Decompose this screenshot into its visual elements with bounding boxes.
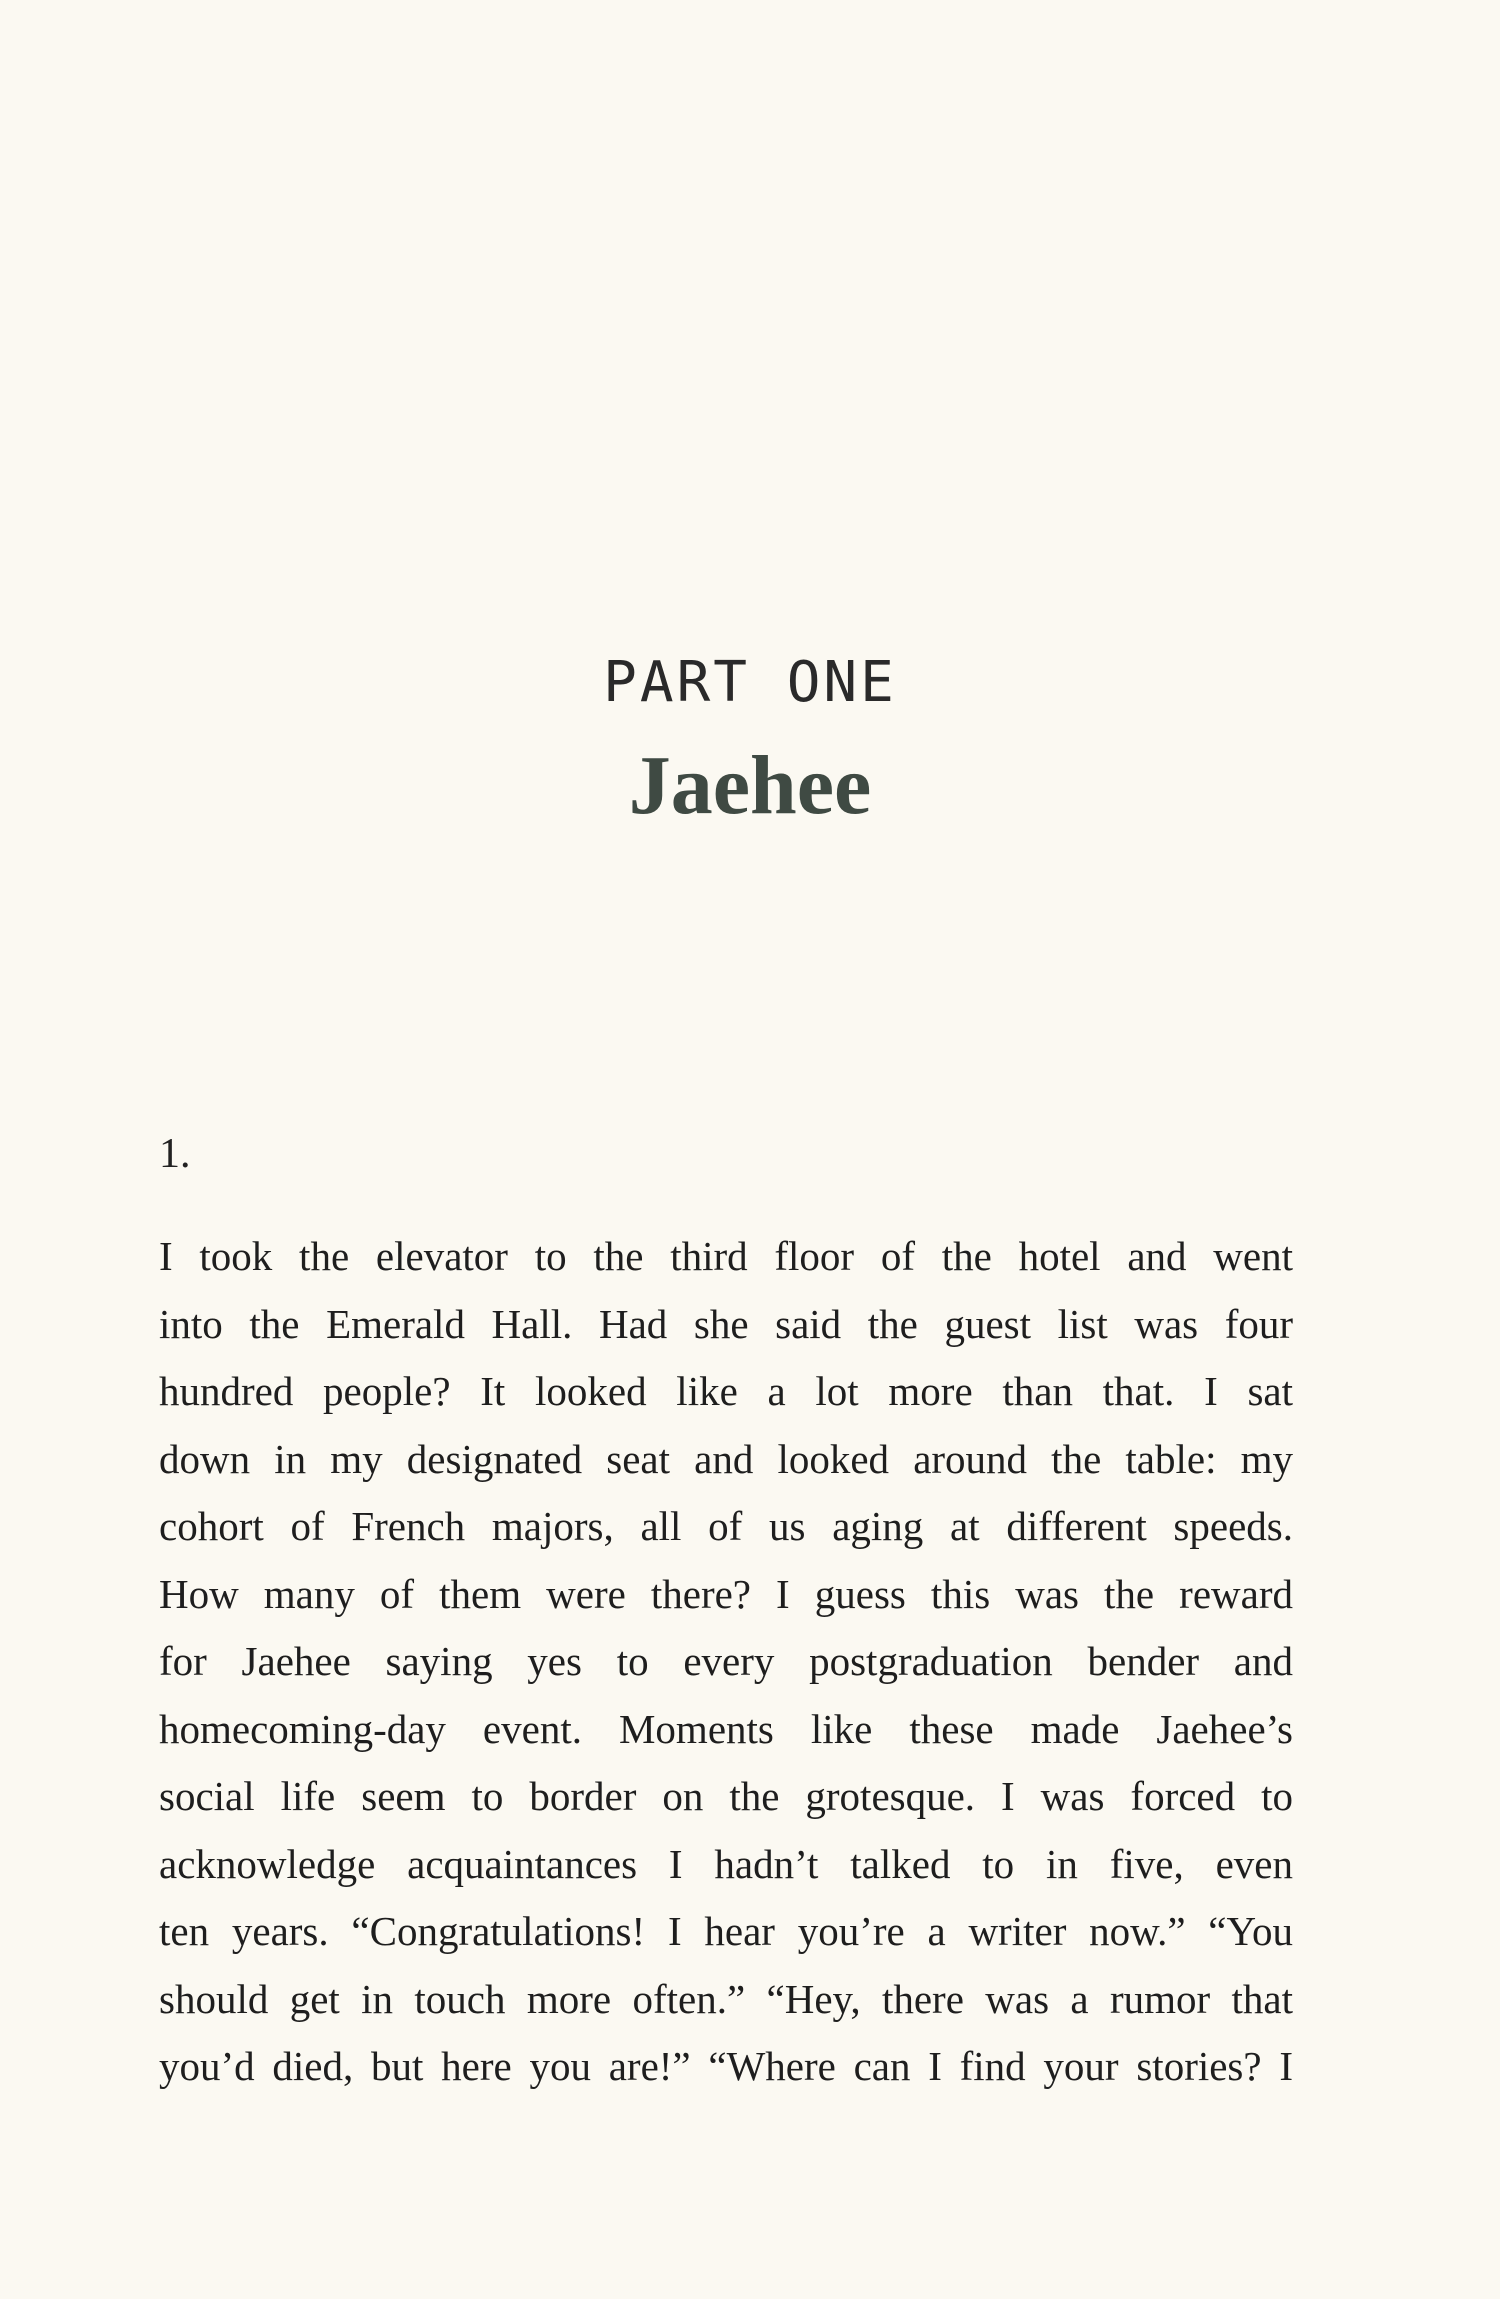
text-line: hundred people? It looked like a lot more than that. I sat bbox=[159, 1368, 1293, 1414]
part-label: PART ONE bbox=[603, 650, 897, 715]
part-title: Jaehee bbox=[628, 739, 872, 832]
text-line: down in my designated seat and looked around the table: my bbox=[159, 1435, 1293, 1482]
text-line: ten years. “Congratulations! I hear you’re a writer now.” “You bbox=[159, 1908, 1293, 1954]
text-line: into the Emerald Hall. Had she said the guest list was four bbox=[159, 1300, 1293, 1347]
text-line: cohort of French majors, all of us aging at different speeds. bbox=[159, 1503, 1293, 1549]
text-line: acknowledge acquaintances I hadn’t talked to in five, even bbox=[159, 1840, 1293, 1887]
body-paragraph bbox=[159, 1223, 1293, 2101]
text-line: I took the elevator to the third floor of the hotel and went bbox=[159, 1233, 1293, 1279]
text-line: How many of them were there? I guess this was the reward bbox=[159, 1570, 1293, 1617]
text-line: you’d died, but here you are!” “Where can I find your stories? I bbox=[159, 2043, 1293, 2089]
text-line: homecoming-day event. Moments like these made Jaehee’s bbox=[159, 1705, 1293, 1752]
chapter-number: 1. bbox=[159, 1131, 191, 1177]
text-line: should get in touch more often.” “Hey, there was a rumor that bbox=[159, 1975, 1293, 2022]
text-line: social life seem to border on the grotesque. I was forced to bbox=[159, 1773, 1293, 1819]
text-line: for Jaehee saying yes to every postgraduation bender and bbox=[159, 1638, 1293, 1684]
